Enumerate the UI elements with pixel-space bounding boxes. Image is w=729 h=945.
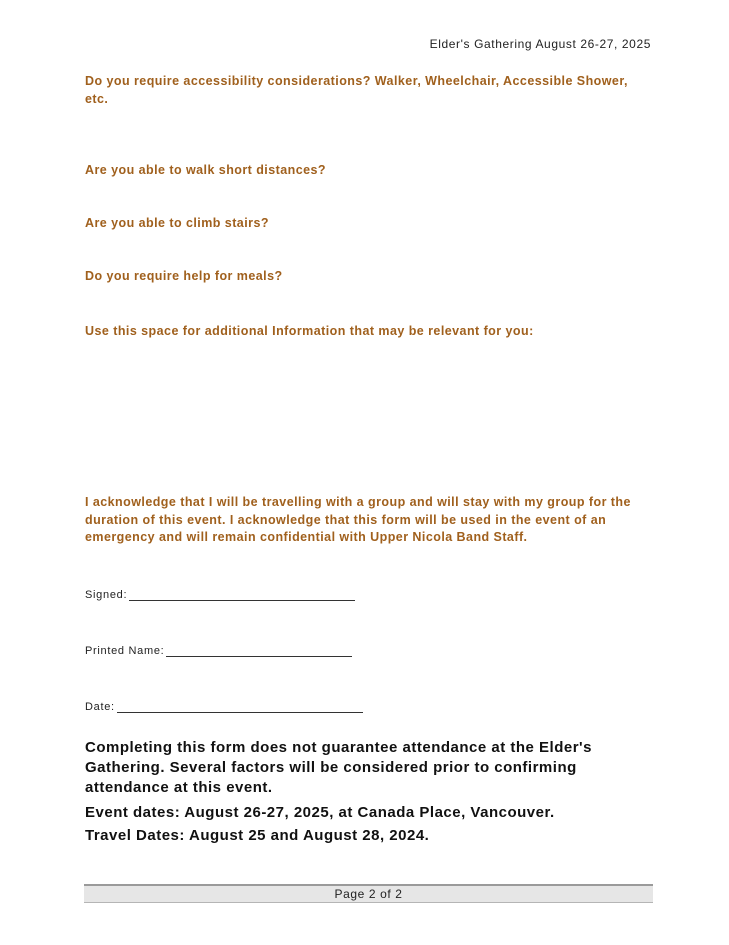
date-line[interactable] <box>117 700 363 713</box>
date-field[interactable] <box>85 700 363 713</box>
page-number: Page 2 of 2 <box>334 887 403 901</box>
accessibility-question: Do you require accessibility considerations? Walker, Wheelchair, Accessible Shower, etc. <box>85 74 628 106</box>
acknowledgement-statement: I acknowledge that I will be travelling with a group and will stay with my group for the duration of this event. I acknowledge that this form will be used in the event of an emergency and will remain confidential with Upper Nicola Band Staff. <box>85 495 631 544</box>
page-footer <box>84 884 653 903</box>
date-label: Date: <box>85 701 115 713</box>
signed-line[interactable] <box>129 588 355 601</box>
page-header: Elder's Gathering August 26-27, 2025 <box>429 37 651 51</box>
stairs-question: Are you able to climb stairs? <box>85 216 269 230</box>
signed-label: Signed: <box>85 589 128 601</box>
printed-name-field[interactable] <box>85 644 352 657</box>
additional-info-prompt: Use this space for additional Information that may be relevant for you: <box>85 324 534 338</box>
signed-field[interactable] <box>85 588 355 601</box>
printed-name-line[interactable] <box>166 644 352 657</box>
travel-dates: Travel Dates: August 25 and August 28, 2024. <box>85 827 430 844</box>
walk-question: Are you able to walk short distances? <box>85 163 327 177</box>
printed-name-label: Printed Name: <box>85 645 165 657</box>
attendance-disclaimer: Completing this form does not guarantee attendance at the Elder's Gathering. Several factors will be considered prior to confirming attendance at this event. <box>85 739 592 796</box>
event-dates: Event dates: August 26-27, 2025, at Canada Place, Vancouver. <box>85 804 555 821</box>
meals-question: Do you require help for meals? <box>85 269 283 283</box>
